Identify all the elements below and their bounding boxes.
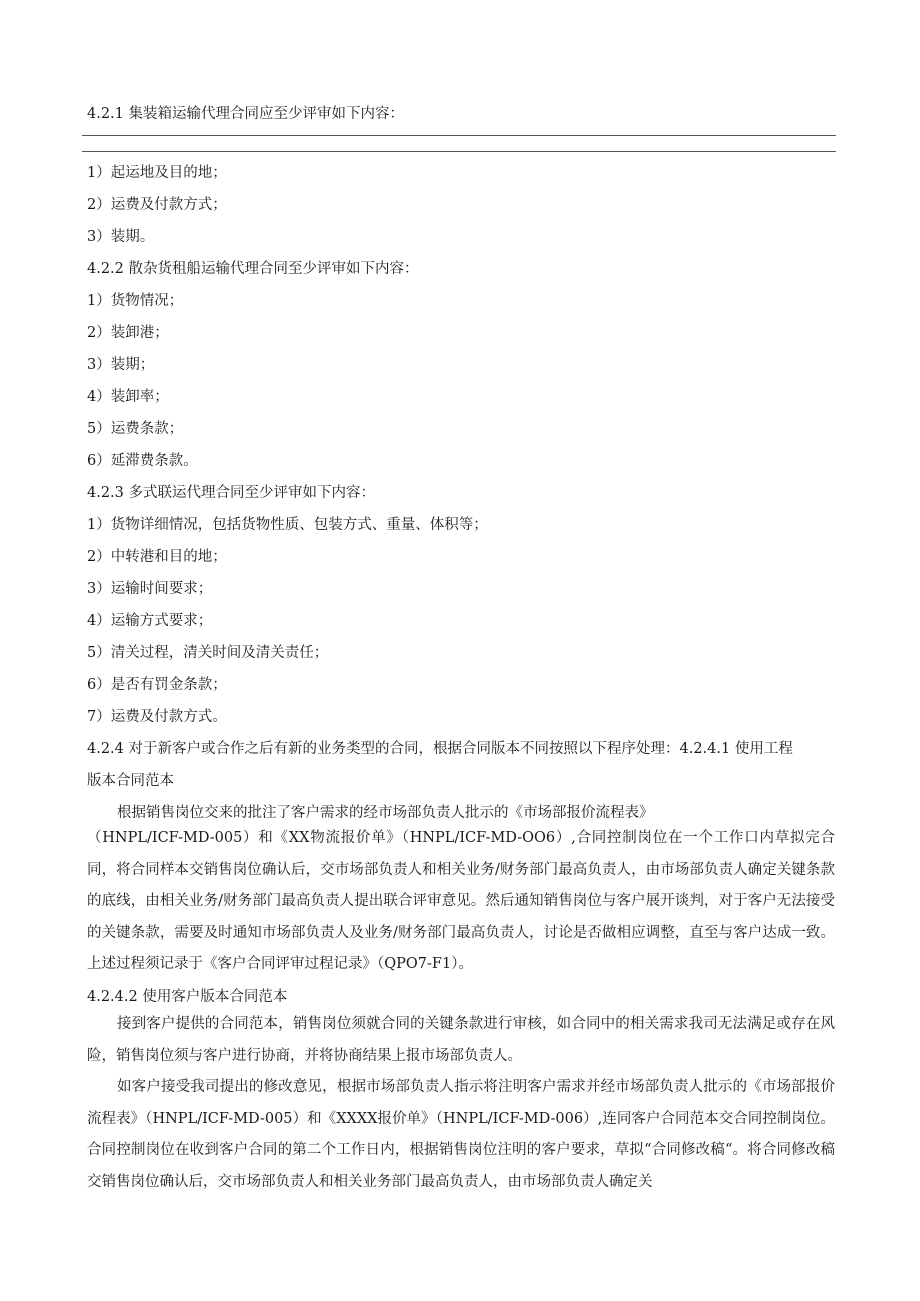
list-item: 2）中转港和目的地； <box>87 549 227 565</box>
list-item: 4）装卸率； <box>87 389 169 405</box>
paragraph-first-line: 根据销售岗位交来的批注了客户需求的经市场部负责人批示的《市场部报价流程表》 <box>117 805 654 821</box>
paragraph-body: （HNPL/ICF-MD-005）和《XX物流报价单》（HNPL/ICF-MD-OO6）,合同控制岗位在一个工作口内草拟完合同，将合同样本交销售岗位确认后，交市场部负责人和相关业务/财务部门最高负责人，由市场部负责人确定关键条款的底线，由相关业务/财务部门最高负责人提出联合评审意见。然后通知销售岗位与客户展开谈判，对于客户无法接受的关键条款，需要及时通知市场部负责人及业务/财务部门最高负责人，讨论是否做相应调整，直至与客户达成一致。上述过程须记录于《客户合同评审过程记录》（QPO7-F1）。 <box>87 830 835 972</box>
list-item: 7）运费及付款方式。 <box>87 709 227 725</box>
list-item: 1）货物情况； <box>87 293 184 309</box>
heading-4-2-4-cont: 版本合同范本 <box>87 773 174 789</box>
list-item: 6）延滞费条款。 <box>87 453 198 469</box>
list-item: 3）装期； <box>87 357 155 373</box>
list-item: 4）运输方式要求； <box>87 613 213 629</box>
list-item: 5）清关过程，清关时间及清关责任； <box>87 645 329 661</box>
paragraph-body: 接到客户提供的合同范本，销售岗位须就合同的关键条款进行审核，如合同中的相关需求我司无法满足或存在风险，销售岗位须与客户进行协商，并将协商结果上报市场部负责人。 <box>87 1016 835 1064</box>
list-item: 3）装期。 <box>87 229 155 245</box>
list-item: 1）货物详细情况，包括货物性质、包装方式、重量、体积等； <box>87 517 488 533</box>
divider-rule-1 <box>82 135 836 136</box>
heading-4-2-3: 4.2.3 多式联运代理合同至少评审如下内容： <box>87 485 376 501</box>
heading-4-2-4-2: 4.2.4.2 使用客户版本合同范本 <box>87 989 288 1005</box>
list-item: 2）运费及付款方式； <box>87 197 227 213</box>
heading-4-2-4: 4.2.4 对于新客户或合作之后有新的业务类型的合同，根据合同版本不同按照以下程序处理：4.2.4.1 使用工程 <box>87 741 793 757</box>
list-item: 6）是否有罚金条款； <box>87 677 227 693</box>
list-item: 5）运费条款； <box>87 421 184 437</box>
paragraph-body: 如客户接受我司提出的修改意见，根据市场部负责人指示将注明客户需求并经市场部负责人批示的《市场部报价流程表》（HNPL/ICF-MD-005）和《XXXX报价单》（HNPL/ICF-MD-006）,连同客户合同范本交合同控制岗位。合同控制岗位在收到客户合同的第二个工作日内，根据销售岗位注明的客户要求，草拟“合同修改稿“。将合同修改稿交销售岗位确认后，交市场部负责人和相关业务部门最高负责人，由市场部负责人确定关 <box>87 1079 835 1190</box>
list-item: 1）起运地及目的地； <box>87 165 227 181</box>
list-item: 3）运输时间要求； <box>87 581 213 597</box>
heading-4-2-2: 4.2.2 散杂货租船运输代理合同至少评审如下内容： <box>87 261 419 277</box>
list-item: 2）装卸港； <box>87 325 169 341</box>
heading-4-2-1: 4.2.1 集装箱运输代理合同应至少评审如下内容： <box>87 106 405 122</box>
divider-rule-2 <box>82 151 836 152</box>
